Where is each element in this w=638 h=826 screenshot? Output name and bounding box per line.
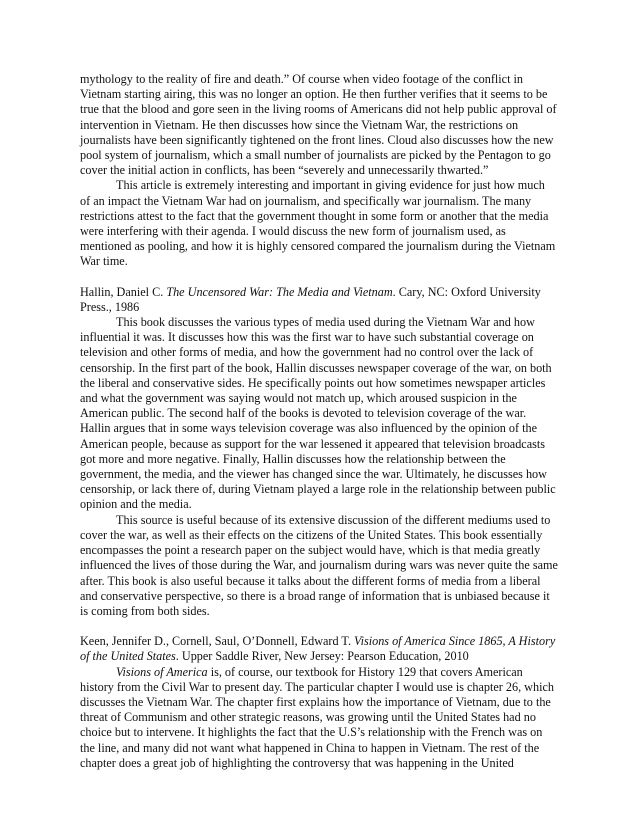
paragraph-keen-summary-text: is, of course, our textbook for History 129 that covers American history from the Civil War to present day. The particular chapter I would use is chapter 26, which discusses the Vietnam War. The chapter first explains how the importance of Vietnam, due to the threat of Communism and other strategic reasons, was growing until the United States had no choice but to intervene. It highlights the fact that the U.S’s relationship with the French was on the line, and many did not want what happened in China to happen in Vietnam. The rest of the chapter does a great job of highlighting the controversy that was happening in the United: [80, 664, 554, 770]
paragraph-hallin-summary: This book discusses the various types of media used during the Vietnam War and how influential it was. It discusses how this was the first war to have such substantial coverage on television and other forms of media, and how the government had no control over the lack of censorship. In the first part of the book, Hallin discusses newspaper coverage of the war, on both the liberal and conservative sides. He specifically points out how sometimes newspaper articles and what the government was saying would not match up, which aroused suspicion in the American public. The second half of the books is devoted to television coverage of the war. Hallin argues that in some ways television coverage was also influenced by the opinion of the American people, because as support for the war lessened it appeared that television broadcasts got more and more negative. Finally, Hallin discusses how the relationship between the government, the media, and the viewer has changed since the war. Ultimately, he discusses how censorship, or lack there of, during Vietnam played a large role in the relationship between public opinion and the media.: [80, 315, 556, 512]
citation-keen-publication: . Upper Saddle River, New Jersey: Pearson Education, 2010: [175, 649, 469, 664]
citation-hallin-publication: . Cary, NC: Oxford University Press., 1986: [80, 284, 541, 314]
spacer: [80, 270, 558, 285]
citation-keen-author: Keen, Jennifer D., Cornell, Saul, O’Donnell, Edward T.: [80, 634, 355, 649]
citation-hallin: [80, 285, 558, 315]
spacer: [80, 619, 558, 634]
citation-keen-title: Visions of America Since 1865, A History of the United States: [80, 634, 556, 664]
paragraph-cloud-evaluation: This article is extremely interesting and important in giving evidence for just how much of an impact the Vietnam War had on journalism, and specifically war journalism. The many restrictions attest to the fact that the government thought in some form or another that the media were interfering with their agenda. I would discuss the new form of journalism used, as mentioned as pooling, and how it is highly censored compared the journalism during the Vietnam War time.: [80, 178, 556, 269]
paragraph-keen-summary: [80, 665, 558, 771]
citation-keen: [80, 634, 558, 664]
document-page: [80, 72, 558, 771]
citation-hallin-title: The Uncensored War: The Media and Vietnam: [166, 284, 393, 299]
citation-hallin-author: Hallin, Daniel C.: [80, 284, 167, 299]
paragraph-keen-summary-title: Visions of America: [116, 664, 208, 679]
paragraph-cloud-summary: mythology to the reality of fire and death.” Of course when video footage of the conflict in Vietnam starting airing, this was no longer an option. He then further verifies that it seems to be true that the blood and gore seen in the living rooms of Americans did not help public approval of intervention in Vietnam. He then discusses how since the Vietnam War, the restrictions on journalists have been significantly tightened on the front lines. Cloud also discusses how the new pool system of journalism, which a small number of journalists are picked by the Pentagon to go cover the initial action in conflicts, has been “severely and unnecessarily thwarted.”: [80, 72, 557, 178]
paragraph-hallin-evaluation: This source is useful because of its extensive discussion of the different mediums used to cover the war, as well as their effects on the citizens of the United States. This book essentially encompasses the point a research paper on the subject would have, which is that media greatly influenced the lives of those during the War, and journalism during wars was never quite the same after. This book is also useful because it talks about the different forms of media from a liberal and conservative perspective, so there is a broad range of information that is unbiased because it is coming from both sides.: [80, 512, 558, 618]
